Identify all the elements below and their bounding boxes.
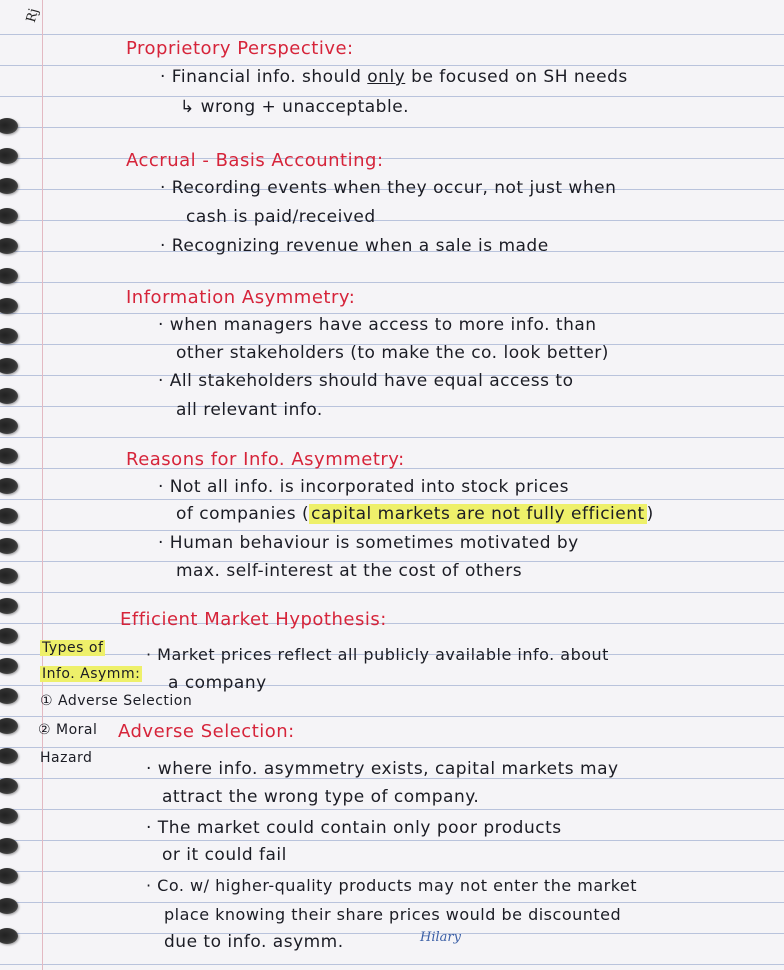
adverse-bullet-2-line-1: · The market could contain only poor products bbox=[146, 818, 562, 838]
binding-hole bbox=[0, 598, 18, 614]
binding-hole bbox=[0, 298, 18, 314]
adverse-bullet-3-line-1: · Co. w/ higher-quality products may not enter the market bbox=[146, 876, 638, 895]
adverse-bullet-3-line-2: place knowing their share prices would be discounted bbox=[164, 905, 622, 924]
heading-proprietary: Proprietory Perspective: bbox=[126, 38, 354, 59]
binding-hole bbox=[0, 418, 18, 434]
binding-hole bbox=[0, 268, 18, 284]
heading-asymmetry: Information Asymmetry: bbox=[126, 287, 356, 308]
binding-hole bbox=[0, 208, 18, 224]
proprietary-line-2: ↳ wrong + unacceptable. bbox=[180, 97, 410, 117]
asymmetry-bullet-2-line-2: all relevant info. bbox=[176, 400, 323, 420]
text-segment: · Financial info. should bbox=[160, 67, 368, 87]
binding-hole bbox=[0, 778, 18, 794]
text-segment: of companies ( bbox=[176, 504, 310, 524]
binding-hole bbox=[0, 628, 18, 644]
accrual-bullet-1-line-1: · Recording events when they occur, not just when bbox=[160, 178, 617, 198]
heading-adverse: Adverse Selection: bbox=[118, 721, 295, 742]
accrual-bullet-2-line-1: · Recognizing revenue when a sale is made bbox=[160, 236, 549, 256]
side-note-item-2-line-1: ② Moral bbox=[38, 722, 98, 738]
margin-line bbox=[42, 0, 43, 970]
emh-bullet-1-line-2: a company bbox=[168, 673, 267, 693]
adverse-bullet-2-line-2: or it could fail bbox=[162, 845, 287, 865]
spiral-binding bbox=[0, 0, 32, 970]
binding-hole bbox=[0, 808, 18, 824]
binding-hole bbox=[0, 718, 18, 734]
binding-hole bbox=[0, 658, 18, 674]
side-note-item-2-line-2: Hazard bbox=[40, 750, 93, 766]
reasons-bullet-1-line-2 bbox=[176, 504, 654, 524]
binding-hole bbox=[0, 748, 18, 764]
asymmetry-bullet-1-line-2: other stakeholders (to make the co. look better) bbox=[176, 343, 609, 363]
binding-hole bbox=[0, 178, 18, 194]
asymmetry-bullet-2-line-1: · All stakeholders should have equal access to bbox=[158, 371, 574, 391]
binding-hole bbox=[0, 328, 18, 344]
proprietary-line-1 bbox=[160, 67, 628, 87]
binding-hole bbox=[0, 538, 18, 554]
text-segment: ) bbox=[646, 504, 654, 524]
adverse-bullet-3-line-3: due to info. asymm. bbox=[164, 932, 344, 952]
adverse-bullet-1-line-2: attract the wrong type of company. bbox=[162, 787, 480, 807]
binding-hole bbox=[0, 448, 18, 464]
corner-note: Rj bbox=[23, 6, 42, 25]
side-note-item-1: ① Adverse Selection bbox=[40, 693, 193, 709]
side-note-types-line-2: Info. Asymm: bbox=[42, 666, 141, 682]
accrual-bullet-1-line-2: cash is paid/received bbox=[186, 207, 376, 227]
binding-hole bbox=[0, 688, 18, 704]
signature: Hilary bbox=[420, 930, 461, 945]
binding-hole bbox=[0, 358, 18, 374]
binding-hole bbox=[0, 838, 18, 854]
text-segment: be focused on SH needs bbox=[405, 67, 628, 87]
reasons-bullet-1-line-1: · Not all info. is incorporated into stock prices bbox=[158, 477, 569, 497]
adverse-bullet-1-line-1: · where info. asymmetry exists, capital markets may bbox=[146, 759, 619, 779]
underlined-word: only bbox=[367, 67, 406, 87]
heading-reasons: Reasons for Info. Asymmetry: bbox=[126, 449, 405, 470]
heading-emh: Efficient Market Hypothesis: bbox=[120, 609, 387, 630]
binding-hole bbox=[0, 148, 18, 164]
binding-hole bbox=[0, 868, 18, 884]
highlighted-text: capital markets are not fully efficient bbox=[311, 504, 645, 524]
binding-hole bbox=[0, 118, 18, 134]
heading-accrual: Accrual - Basis Accounting: bbox=[126, 150, 384, 171]
reasons-bullet-2-line-2: max. self-interest at the cost of others bbox=[176, 561, 523, 581]
side-note-types-line-1: Types of bbox=[42, 640, 104, 656]
binding-hole bbox=[0, 928, 18, 944]
reasons-bullet-2-line-1: · Human behaviour is sometimes motivated by bbox=[158, 533, 579, 553]
binding-hole bbox=[0, 508, 18, 524]
binding-hole bbox=[0, 478, 18, 494]
asymmetry-bullet-1-line-1: · when managers have access to more info. than bbox=[158, 315, 597, 335]
binding-hole bbox=[0, 568, 18, 584]
binding-hole bbox=[0, 898, 18, 914]
binding-hole bbox=[0, 388, 18, 404]
binding-hole bbox=[0, 238, 18, 254]
emh-bullet-1-line-1: · Market prices reflect all publicly available info. about bbox=[146, 645, 609, 664]
